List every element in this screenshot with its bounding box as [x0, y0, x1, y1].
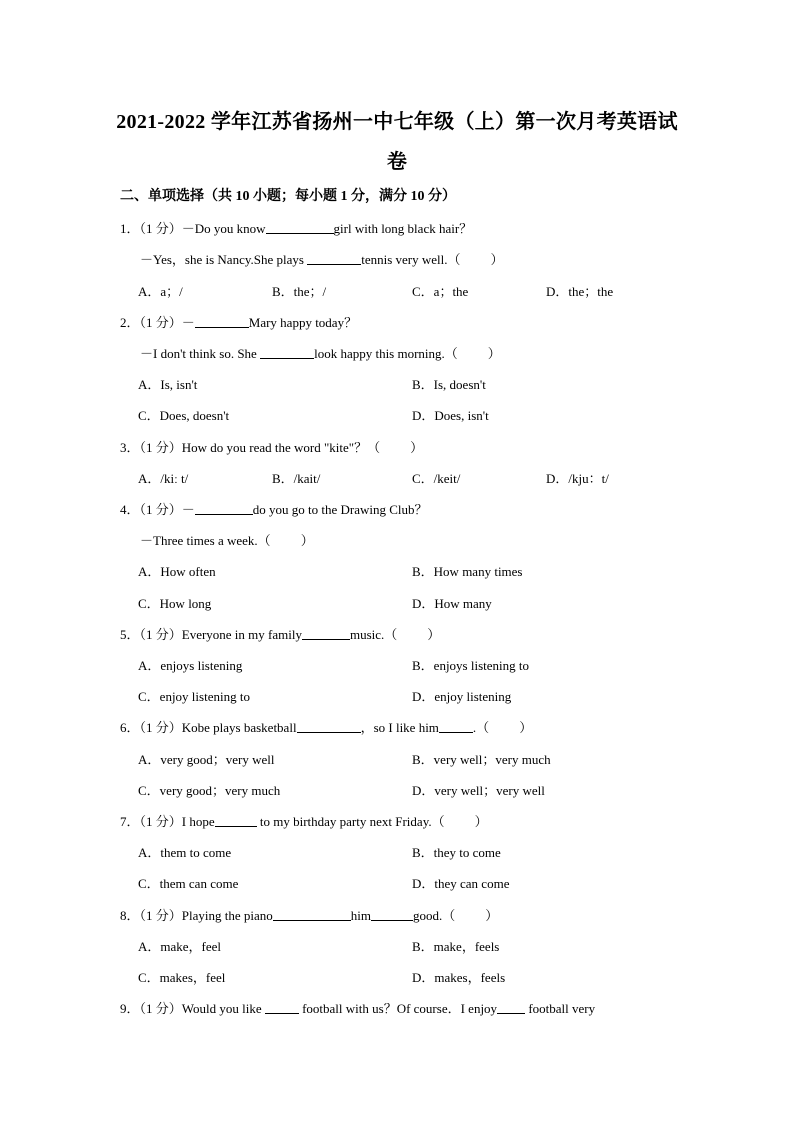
option-b[interactable]: B．Is, doesn't — [412, 377, 486, 392]
option-d[interactable]: D．very well；very well — [412, 783, 545, 798]
option-c[interactable]: C．Does, doesn't — [138, 408, 230, 423]
question-5 — [120, 624, 440, 643]
question-text: 9．（1 分）Would you like — [120, 1001, 265, 1016]
option-b[interactable]: B．the；/ — [272, 284, 327, 299]
option-c[interactable]: C．makes，feel — [138, 970, 226, 985]
option-c[interactable]: C．enjoy listening to — [138, 689, 250, 704]
question-text: ） — [410, 440, 424, 455]
question-text: do you go to the Drawing Club？ — [252, 502, 428, 517]
question-text: .（ — [472, 720, 490, 735]
question-text: look happy this morning.（ — [314, 346, 458, 361]
question-text: 6．（1 分）Kobe plays basketball — [120, 720, 297, 735]
question-text: 4．（1 分）－ — [120, 502, 195, 517]
answer-blank — [265, 1001, 299, 1014]
answer-blank — [260, 346, 314, 359]
option-a[interactable]: A．enjoys listening — [138, 658, 243, 673]
answer-blank — [195, 315, 249, 328]
question-text: to my birthday party next Friday.（ — [256, 814, 445, 829]
question-text: －Three times a week.（ — [140, 533, 271, 548]
answer-blank — [195, 502, 253, 515]
page-title: 2021-2022 学年江苏省扬州一中七年级（上）第一次月考英语试 — [116, 111, 678, 133]
option-d[interactable]: D．makes，feels — [412, 970, 506, 985]
option-c[interactable]: C．/keit/ — [412, 471, 461, 486]
option-d[interactable]: D．enjoy listening — [412, 689, 512, 704]
option-a[interactable]: A．How often — [138, 564, 216, 579]
option-b[interactable]: B．How many times — [412, 564, 523, 579]
answer-blank — [307, 252, 361, 265]
answer-blank — [273, 908, 351, 921]
question-6 — [120, 717, 532, 736]
option-d[interactable]: D．How many — [412, 596, 492, 611]
question-text: 5．（1 分）Everyone in my family — [120, 627, 302, 642]
question-text: ） — [490, 252, 504, 267]
option-a[interactable]: A．Is, isn't — [138, 377, 198, 392]
option-d[interactable]: D．Does, isn't — [412, 408, 489, 423]
question-text: Mary happy today？ — [248, 315, 358, 330]
option-b[interactable]: B．very well；very much — [412, 752, 551, 767]
question-text: 1．（1 分）－Do you know — [120, 221, 266, 236]
option-a[interactable]: A．very good；very well — [138, 752, 275, 767]
question-text: music.（ — [349, 627, 398, 642]
option-c[interactable]: C．How long — [138, 596, 212, 611]
option-c[interactable]: C．them can come — [138, 876, 239, 891]
option-d[interactable]: D．they can come — [412, 876, 510, 891]
question-7 — [120, 811, 488, 830]
answer-blank — [297, 720, 361, 733]
question-8 — [120, 905, 498, 924]
question-text: football with us？Of course．I enjoy — [298, 1001, 498, 1016]
answer-blank — [215, 814, 257, 827]
option-d[interactable]: D．the；the — [546, 284, 614, 299]
answer-blank — [266, 221, 334, 234]
question-4 — [120, 499, 428, 518]
question-text: ，so I like him — [360, 720, 439, 735]
question-text: ） — [485, 908, 499, 923]
question-text: ） — [427, 627, 441, 642]
question-1 — [120, 218, 472, 237]
question-2-line2 — [140, 343, 501, 362]
page-title-continued: 卷 — [386, 151, 408, 173]
option-a[interactable]: A．/kiː t/ — [138, 471, 189, 486]
option-b[interactable]: B．make，feels — [412, 939, 500, 954]
question-text: 7．（1 分）I hope — [120, 814, 215, 829]
option-c[interactable]: C．very good；very much — [138, 783, 281, 798]
answer-blank — [371, 908, 413, 921]
question-9 — [120, 998, 595, 1017]
question-text: －I don't think so. She — [140, 346, 261, 361]
question-text: ） — [300, 533, 314, 548]
option-d[interactable]: D．/kju：t/ — [546, 471, 609, 486]
question-text: ） — [487, 346, 501, 361]
option-c[interactable]: C．a；the — [412, 284, 469, 299]
question-text: －Yes，she is Nancy.She plays — [140, 252, 308, 267]
question-text: ） — [519, 720, 533, 735]
question-3 — [120, 437, 423, 456]
answer-blank — [439, 720, 473, 733]
question-2 — [120, 312, 357, 331]
section-heading: 二、单项选择（共 10 小题；每小题 1 分，满分 10 分） — [120, 189, 456, 204]
option-a[interactable]: A．them to come — [138, 845, 232, 860]
option-a[interactable]: A．make，feel — [138, 939, 222, 954]
question-text: girl with long black hair？ — [333, 221, 473, 236]
question-text: him — [350, 908, 371, 923]
answer-blank — [302, 627, 350, 640]
option-b[interactable]: B．/kait/ — [272, 471, 321, 486]
question-4-line2 — [140, 530, 314, 549]
question-text: ） — [474, 814, 488, 829]
question-text: 2．（1 分）－ — [120, 315, 195, 330]
question-1-line2 — [140, 249, 504, 268]
answer-blank — [497, 1001, 525, 1014]
option-b[interactable]: B．they to come — [412, 845, 501, 860]
option-a[interactable]: A．a；/ — [138, 284, 183, 299]
question-text: tennis very well.（ — [361, 252, 461, 267]
question-text: 3．（1 分）How do you read the word "kite"？（ — [120, 440, 381, 455]
question-text: football very — [525, 1001, 596, 1016]
option-b[interactable]: B．enjoys listening to — [412, 658, 530, 673]
question-text: good.（ — [412, 908, 456, 923]
question-text: 8．（1 分）Playing the piano — [120, 908, 273, 923]
